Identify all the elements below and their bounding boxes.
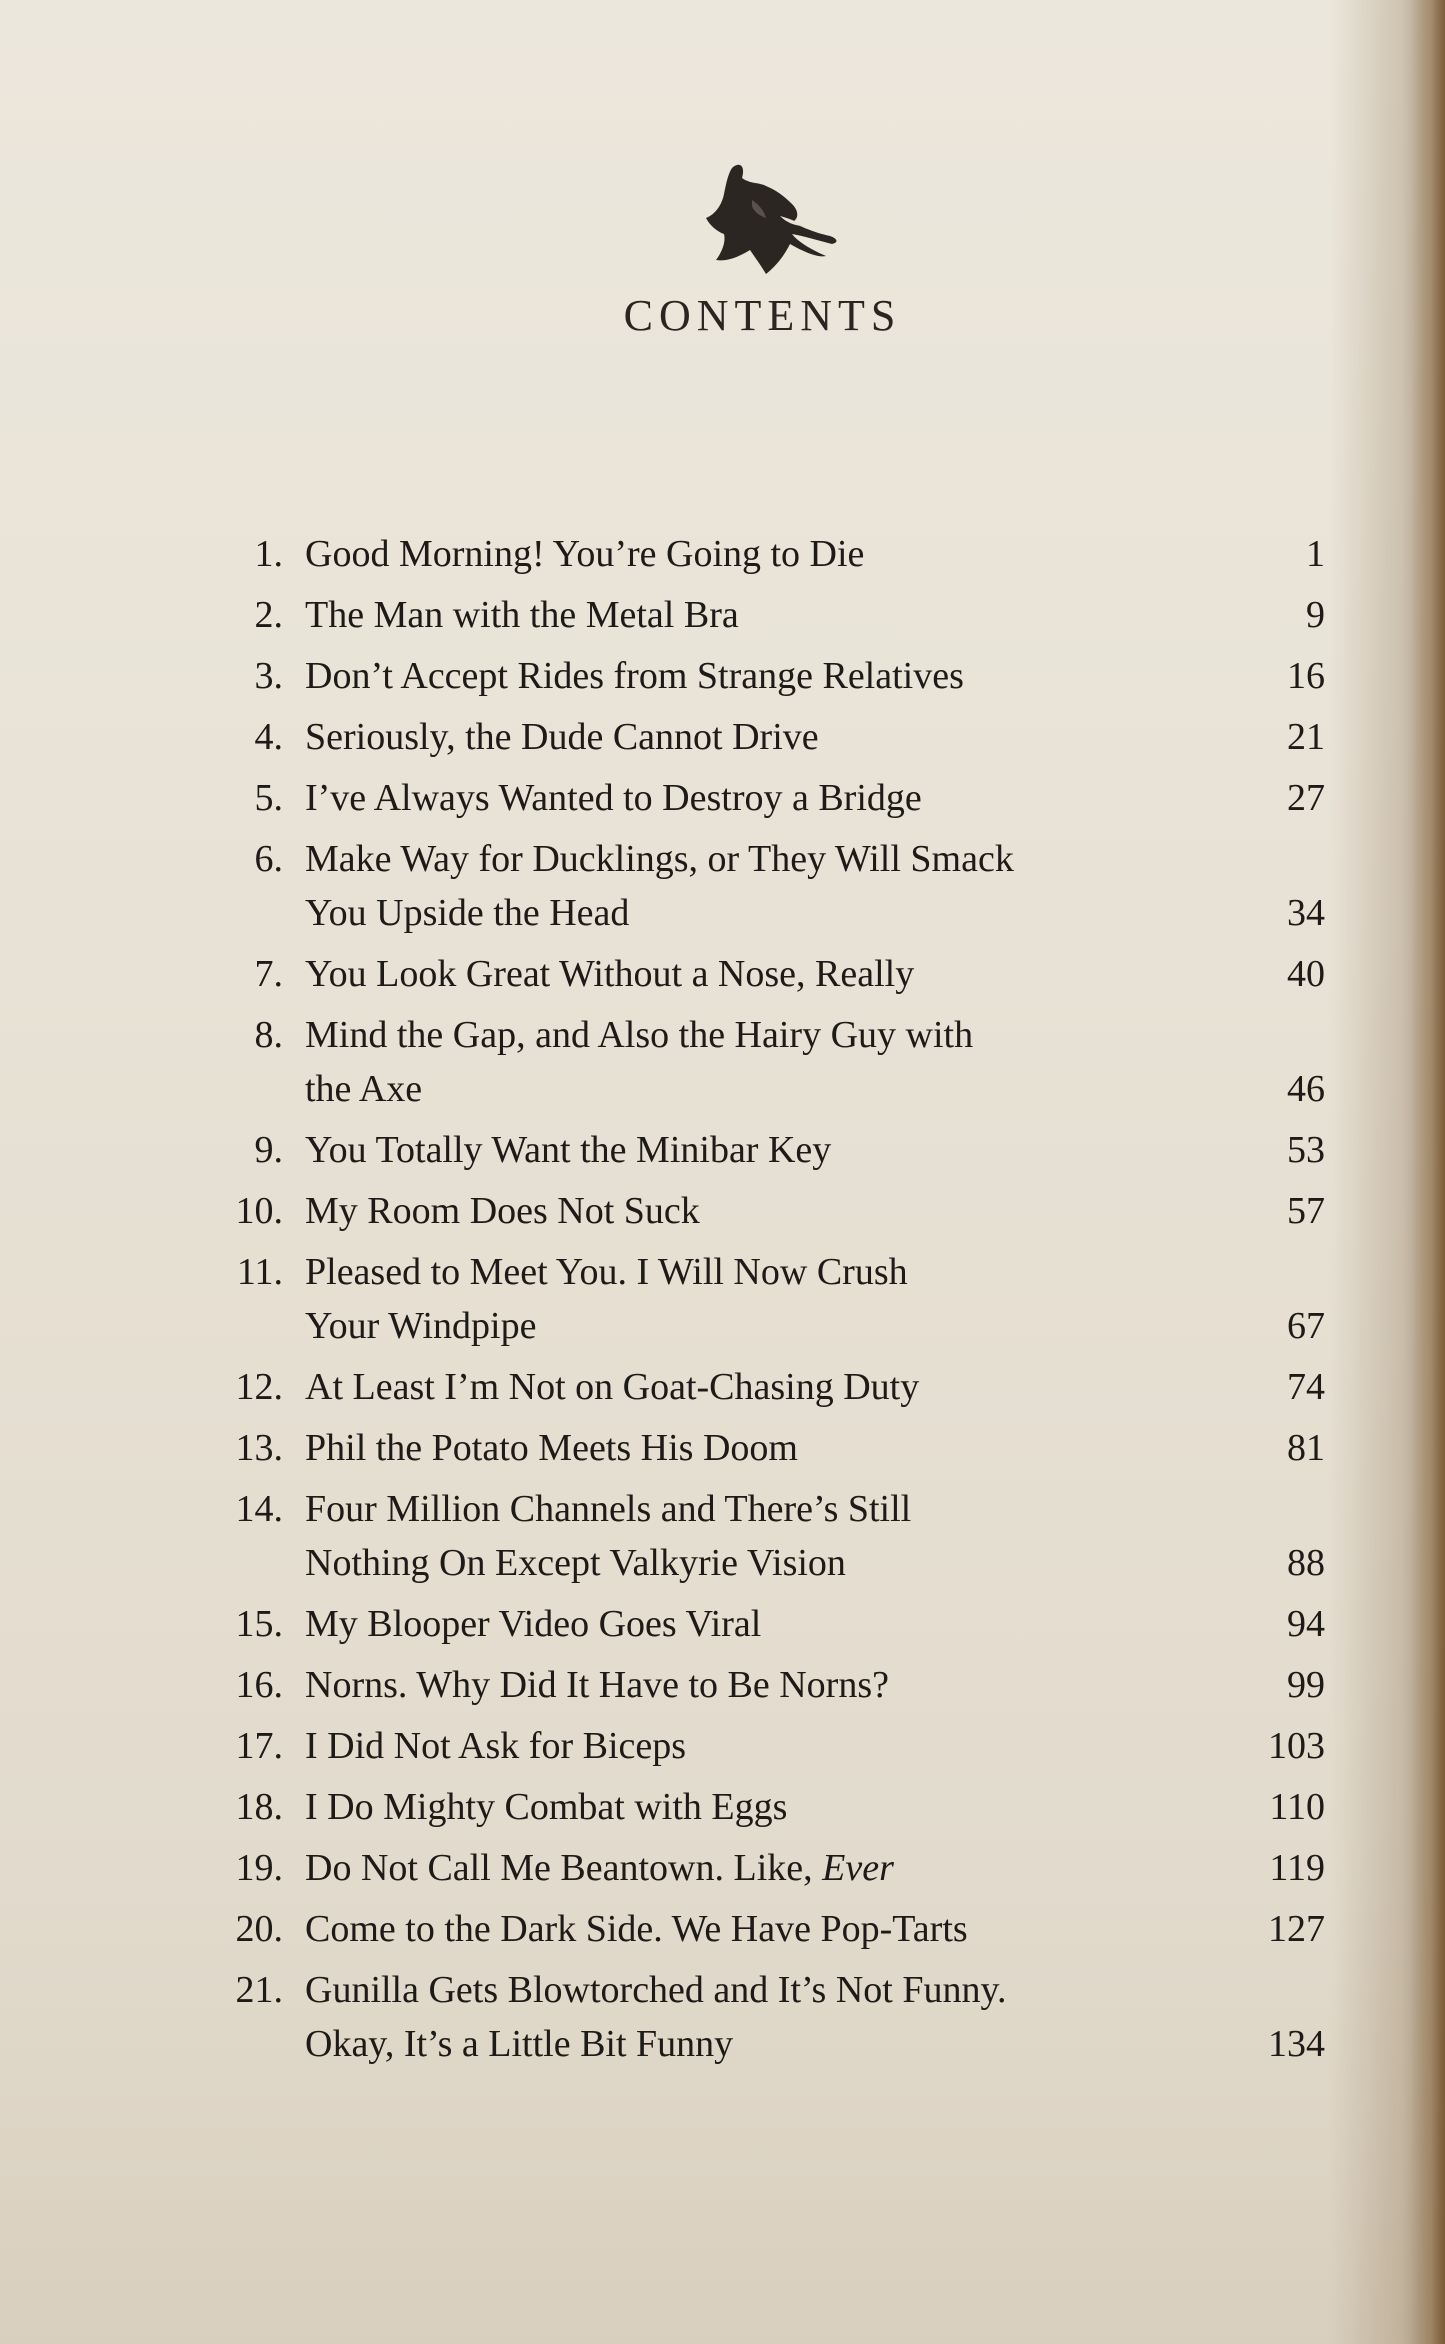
page-title: CONTENTS (623, 291, 902, 340)
chapter-title-line: Pleased to Meet You. I Will Now Crush (305, 1251, 908, 1293)
toc-entry (225, 1184, 1325, 1238)
wolf-head-icon (680, 160, 860, 290)
page-number: 53 (1287, 1129, 1325, 1171)
chapter-number: 7. (254, 953, 283, 995)
chapter-title (305, 710, 1205, 764)
chapter-number: 16. (235, 1664, 283, 1706)
toc-entry (225, 1658, 1325, 1712)
toc-entry (225, 588, 1325, 642)
chapter-title-line: My Blooper Video Goes Viral (305, 1603, 762, 1645)
chapter-title (305, 1008, 1205, 1116)
chapter-title-line: At Least I’m Not on Goat-Chasing Duty (305, 1366, 920, 1408)
page-number: 16 (1287, 655, 1325, 697)
chapter-title-line-2: Nothing On Except Valkyrie Vision (305, 1542, 846, 1584)
chapter-number: 4. (254, 716, 283, 758)
chapter-title-line: Come to the Dark Side. We Have Pop-Tarts (305, 1908, 968, 1950)
page-edge-shadow (1411, 0, 1445, 2344)
chapter-number: 15. (235, 1603, 283, 1645)
chapter-title-line-2: Okay, It’s a Little Bit Funny (305, 2023, 734, 2065)
chapter-number: 1. (254, 533, 283, 575)
chapter-number: 20. (235, 1908, 283, 1950)
chapter-title (305, 1421, 1205, 1475)
chapter-title (305, 1123, 1205, 1177)
page-number: 34 (1287, 892, 1325, 934)
toc-entry (225, 527, 1325, 581)
chapter-title-line-2: You Upside the Head (305, 892, 630, 934)
toc-entry (225, 1008, 1325, 1116)
chapter-number: 14. (235, 1488, 283, 1530)
page-number: 103 (1268, 1725, 1325, 1767)
chapter-title-line: Seriously, the Dude Cannot Drive (305, 716, 819, 758)
table-of-contents (225, 527, 1325, 2078)
chapter-title (305, 832, 1205, 940)
chapter-title (305, 1658, 1205, 1712)
chapter-title-line-2: the Axe (305, 1068, 423, 1110)
page-number: 99 (1287, 1664, 1325, 1706)
toc-entry (225, 1780, 1325, 1834)
chapter-title-line: My Room Does Not Suck (305, 1190, 700, 1232)
toc-entry (225, 649, 1325, 703)
chapter-number: 3. (254, 655, 283, 697)
chapter-number: 10. (235, 1190, 283, 1232)
chapter-title-italic: Ever (822, 1847, 894, 1889)
chapter-title (305, 527, 1205, 581)
chapter-title (305, 1360, 1205, 1414)
toc-entry (225, 1360, 1325, 1414)
page-number: 127 (1268, 1908, 1325, 1950)
page-number: 67 (1287, 1305, 1325, 1347)
chapter-title (305, 1780, 1205, 1834)
chapter-number: 12. (235, 1366, 283, 1408)
page-number: 74 (1287, 1366, 1325, 1408)
toc-entry (225, 771, 1325, 825)
chapter-title-line: Gunilla Gets Blowtorched and It’s Not Funny. (305, 1969, 1007, 2011)
page-number: 27 (1287, 777, 1325, 819)
toc-entry (225, 1963, 1325, 2071)
page-number: 94 (1287, 1603, 1325, 1645)
toc-entry (225, 832, 1325, 940)
toc-entry (225, 1902, 1325, 1956)
chapter-title-line: You Totally Want the Minibar Key (305, 1129, 832, 1171)
chapter-title-line: You Look Great Without a Nose, Really (305, 953, 915, 995)
chapter-title-line: Four Million Channels and There’s Still (305, 1488, 912, 1530)
chapter-title-line-2: Your Windpipe (305, 1305, 537, 1347)
chapter-number: 19. (235, 1847, 283, 1889)
chapter-title (305, 1841, 1205, 1895)
chapter-title-line: I Do Mighty Combat with Eggs (305, 1786, 788, 1828)
chapter-title (305, 1597, 1205, 1651)
chapter-number: 5. (254, 777, 283, 819)
chapter-title-line: Make Way for Ducklings, or They Will Smack (305, 838, 1014, 880)
toc-entry (225, 1245, 1325, 1353)
toc-entry (225, 947, 1325, 1001)
chapter-title (305, 1482, 1205, 1590)
page-number: 81 (1287, 1427, 1325, 1469)
chapter-title-line: Mind the Gap, and Also the Hairy Guy with (305, 1014, 974, 1056)
chapter-number: 18. (235, 1786, 283, 1828)
toc-entry (225, 1719, 1325, 1773)
toc-entry (225, 1841, 1325, 1895)
chapter-title (305, 771, 1205, 825)
page-number: 134 (1268, 2023, 1325, 2065)
page-number: 21 (1287, 716, 1325, 758)
chapter-title-line: Phil the Potato Meets His Doom (305, 1427, 798, 1469)
chapter-title-line: Don’t Accept Rides from Strange Relatives (305, 655, 964, 697)
chapter-title-line: I Did Not Ask for Biceps (305, 1725, 687, 1767)
toc-entry (225, 1482, 1325, 1590)
page-number: 1 (1306, 533, 1325, 575)
chapter-title (305, 947, 1205, 1001)
toc-entry (225, 1597, 1325, 1651)
chapter-title (305, 1184, 1205, 1238)
chapter-number: 17. (235, 1725, 283, 1767)
chapter-number: 9. (254, 1129, 283, 1171)
toc-entry (225, 1421, 1325, 1475)
chapter-number: 13. (235, 1427, 283, 1469)
page-number: 88 (1287, 1542, 1325, 1584)
page-number: 57 (1287, 1190, 1325, 1232)
chapter-number: 2. (254, 594, 283, 636)
page-number: 46 (1287, 1068, 1325, 1110)
chapter-title (305, 649, 1205, 703)
chapter-number: 21. (235, 1969, 283, 2011)
toc-entry (225, 1123, 1325, 1177)
chapter-title-line: Norns. Why Did It Have to Be Norns? (305, 1664, 889, 1706)
chapter-title (305, 1963, 1205, 2071)
page-number: 119 (1269, 1847, 1325, 1889)
chapter-title (305, 1719, 1205, 1773)
chapter-title-line: I’ve Always Wanted to Destroy a Bridge (305, 777, 922, 819)
chapter-title-line: Do Not Call Me Beantown. Like, (305, 1847, 823, 1889)
chapter-number: 6. (254, 838, 283, 880)
chapter-title (305, 1902, 1205, 1956)
chapter-title (305, 588, 1205, 642)
chapter-number: 8. (254, 1014, 283, 1056)
page-number: 40 (1287, 953, 1325, 995)
chapter-title (305, 1245, 1205, 1353)
chapter-number: 11. (236, 1251, 283, 1293)
chapter-title-line: The Man with the Metal Bra (305, 594, 739, 636)
chapter-title-line: Good Morning! You’re Going to Die (305, 533, 865, 575)
toc-entry (225, 710, 1325, 764)
page-number: 9 (1306, 594, 1325, 636)
page-number: 110 (1269, 1786, 1325, 1828)
